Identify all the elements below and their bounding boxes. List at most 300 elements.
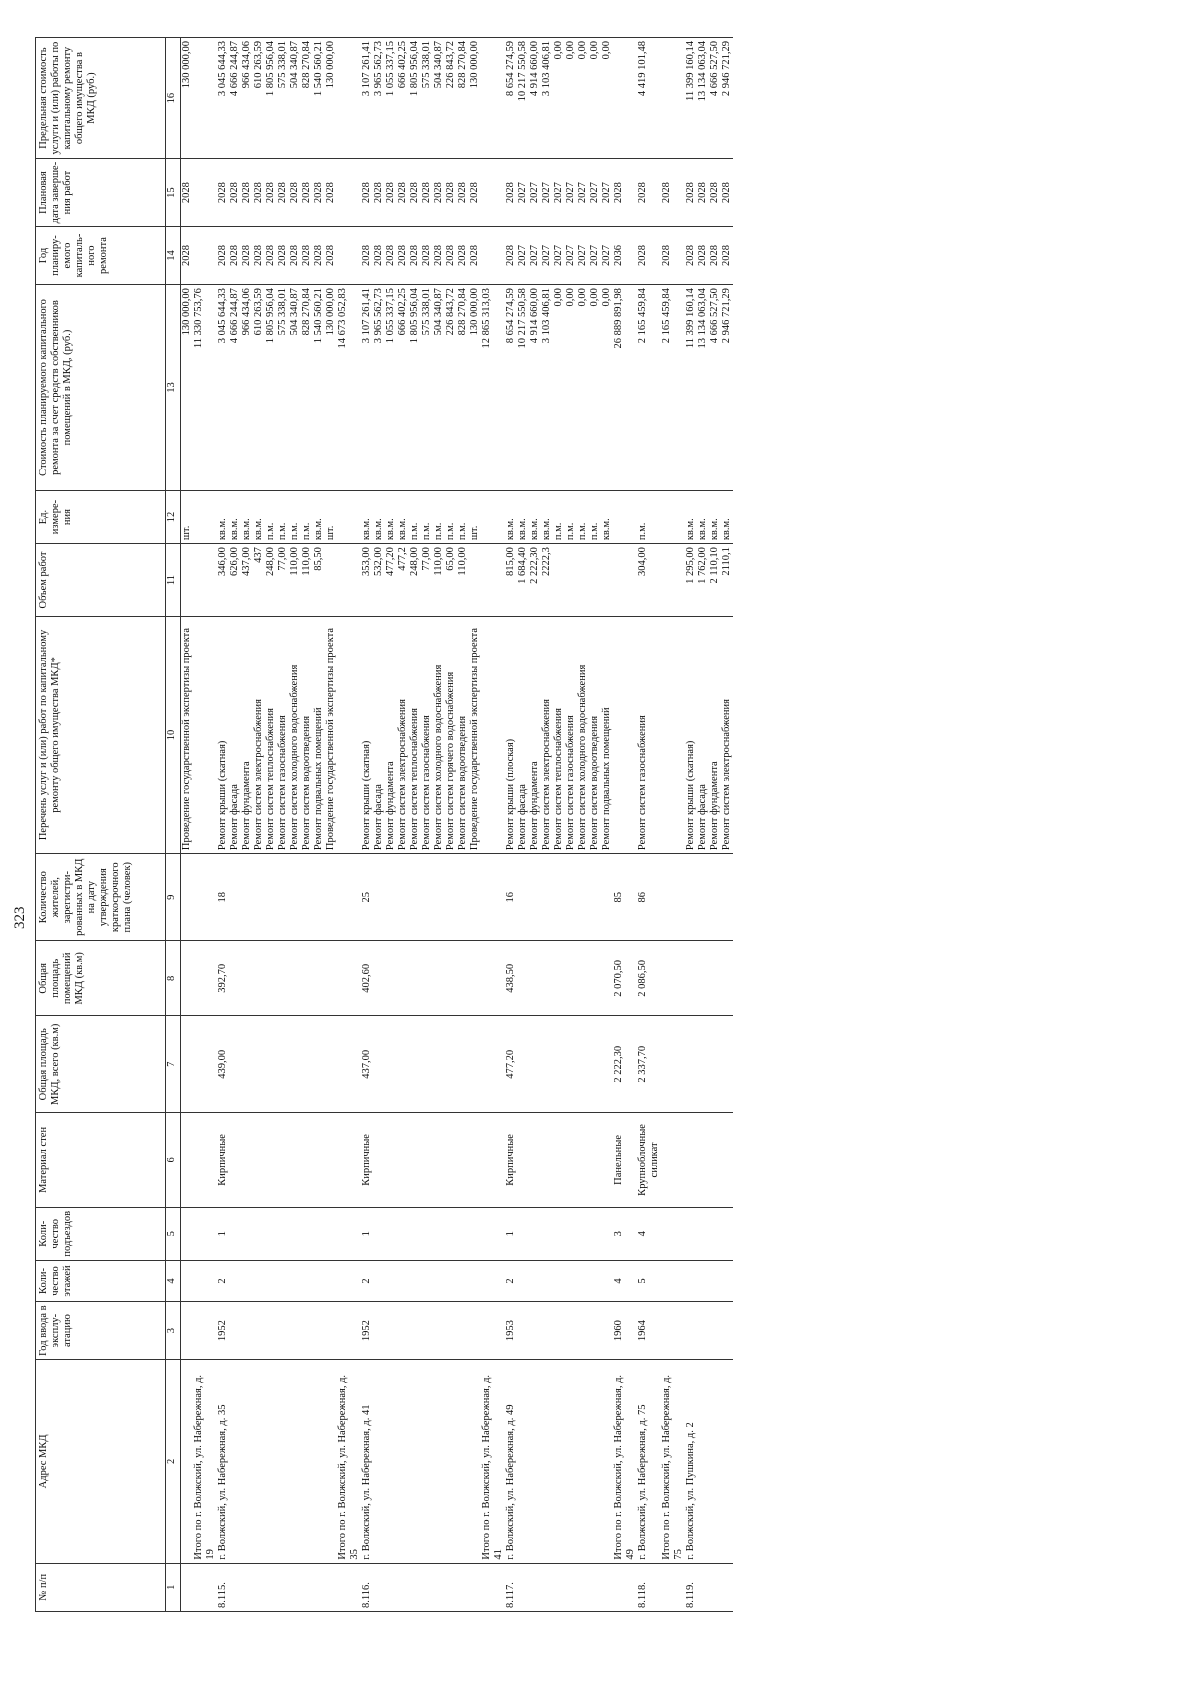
cell-col-1 [229,1563,241,1611]
cell-col-2 [217,1360,229,1563]
cell-col-1 [337,1563,361,1611]
cell-col-3 [661,1302,685,1360]
total-row [337,38,361,1612]
cell-text: кв.м. [541,518,552,541]
cell-text: Итого по г. Волжский, ул. Набережная, д. 75 [661,1374,684,1560]
cell-col-14 [517,226,529,284]
cell-text: Ремонт крыши (скатная) [685,740,696,851]
cell-text: п.м. [409,522,420,541]
cell-col-12 [589,490,601,543]
cell-col-1 [433,1563,445,1611]
cell-col-2 [589,1360,601,1563]
cell-text: п.м. [445,522,456,541]
cell-col-11 [253,544,265,617]
cell-col-16 [709,38,721,159]
cell-col-7 [373,1016,385,1113]
cell-col-16 [517,38,529,159]
cell-text: кв.м. [241,518,252,541]
cell-col-6 [601,1113,613,1207]
cell-text: 1953 [505,1320,516,1342]
cell-col-1 [577,1563,589,1611]
cell-col-4 [457,1260,469,1301]
cell-text: 2028 [241,182,252,204]
cell-col-7 [301,1016,313,1113]
cell-col-7 [517,1016,529,1113]
cell-col-3 [241,1302,253,1360]
cell-col-9 [409,854,421,941]
cell-text: п.м. [565,522,576,541]
cell-col-6 [721,1113,733,1207]
cell-text: 3 103 406,81 [541,41,552,97]
cell-text: 248,00 [265,547,276,577]
header-row [36,38,166,1612]
cell-col-4 [685,1260,697,1301]
cell-text: 130 000,00 [469,288,480,336]
cell-text: 1 805 956,04 [409,41,420,97]
cell-text: 2028 [685,182,696,204]
cell-col-6 [337,1113,361,1207]
cell-text: 2028 [373,182,384,204]
cell-text: 8.118. [637,1582,648,1608]
cell-text: Проведение государственной экспертизы проекта [181,627,192,851]
cell-text: 11 399 160,14 [685,288,696,349]
cell-col-13 [661,285,685,491]
table-row [277,38,289,1612]
column-numbers-row [166,38,181,1612]
cell-col-8 [433,941,445,1016]
cell-col-3 [409,1302,421,1360]
cell-col-15 [229,159,241,227]
table-row [505,38,517,1612]
cell-text: 2027 [565,245,576,267]
cell-col-13 [445,285,457,491]
cell-col-8 [181,941,194,1016]
cell-col-2 [541,1360,553,1563]
column-number: 14 [166,226,181,284]
cell-col-1 [421,1563,433,1611]
cell-col-6 [289,1113,301,1207]
cell-col-1 [505,1563,517,1611]
cell-col-16 [277,38,289,159]
cell-col-7 [469,1016,481,1113]
cell-col-3 [517,1302,529,1360]
cell-col-11 [709,544,721,617]
cell-col-10 [241,616,253,853]
cell-col-14 [337,226,361,284]
cell-col-9 [277,854,289,941]
cell-text: кв.м. [697,518,708,541]
cell-col-5 [373,1207,385,1260]
cell-text: 666 402,25 [397,288,408,336]
cell-text: кв.м. [601,518,612,541]
cell-text: Ремонт систем водоотведения [457,715,468,851]
cell-text: 437 [253,547,264,563]
cell-col-14 [253,226,265,284]
cell-col-4 [397,1260,409,1301]
column-number: 1 [166,1563,181,1611]
cell-text: 575 338,01 [421,288,432,336]
cell-col-13 [373,285,385,491]
cell-text: 1952 [361,1320,372,1342]
cell-text: 1952 [217,1320,228,1342]
cell-col-2 [325,1360,337,1563]
cell-text: Ремонт систем водоотведения [589,715,600,851]
cell-text: Ремонт систем газоснабжения [421,715,432,851]
cell-col-8 [481,941,505,1016]
cell-text: 4 [637,1231,648,1237]
cell-text: Итого по г. Волжский, ул. Набережная, д. 35 [337,1374,360,1560]
cell-text: 2028 [721,182,732,204]
header-address: Адрес МКД [36,1360,166,1563]
cell-col-7 [553,1016,565,1113]
cell-col-13 [265,285,277,491]
cell-col-16 [433,38,445,159]
cell-text: 1964 [637,1320,648,1342]
cell-col-16 [397,38,409,159]
cell-col-12 [409,490,421,543]
cell-text: 10 217 550,58 [517,288,528,349]
cell-col-7 [577,1016,589,1113]
cell-col-6 [505,1113,517,1207]
cell-col-7 [541,1016,553,1113]
cell-col-14 [265,226,277,284]
cell-col-8 [241,941,253,1016]
cell-text: кв.м. [217,518,228,541]
cell-col-1 [241,1563,253,1611]
cell-text: 248,00 [409,547,420,577]
cell-col-13 [217,285,229,491]
cell-col-10 [709,616,721,853]
cell-col-13 [433,285,445,491]
cell-col-9 [265,854,277,941]
cell-col-10 [601,616,613,853]
header-total-area: Общая площадь МКД, всего (кв.м) [36,1016,166,1113]
cell-text: 504 340,87 [433,288,444,336]
cell-col-13 [505,285,517,491]
cell-text: п.м. [265,522,276,541]
cell-text: 4 [613,1278,624,1284]
cell-col-13 [517,285,529,491]
cell-col-16 [553,38,565,159]
cell-text: Ремонт крыши (плоская) [505,738,516,851]
cell-col-4 [637,1260,661,1301]
cell-text: 2028 [385,245,396,267]
cell-text: Ремонт фундамента [529,761,540,851]
cell-col-15 [661,159,685,227]
cell-text: п.м. [277,522,288,541]
cell-col-12 [421,490,433,543]
cell-col-5 [505,1207,517,1260]
cell-col-7 [505,1016,517,1113]
cell-col-8 [265,941,277,1016]
cell-col-10 [481,616,505,853]
cell-text: 110,00 [457,547,468,576]
cell-text: Ремонт крыши (скатная) [217,740,228,851]
cell-col-16 [373,38,385,159]
cell-col-11 [541,544,553,617]
cell-col-16 [457,38,469,159]
cell-col-10 [325,616,337,853]
cell-col-15 [265,159,277,227]
cell-col-10 [229,616,241,853]
cell-col-5 [229,1207,241,1260]
cell-col-15 [277,159,289,227]
cell-col-3 [385,1302,397,1360]
cell-text: Ремонт систем газоснабжения [277,715,288,851]
cell-col-6 [637,1113,661,1207]
cell-text: 575 338,01 [421,41,432,89]
cell-col-6 [517,1113,529,1207]
cell-col-1 [409,1563,421,1611]
cell-text: 8.116. [361,1582,372,1608]
cell-col-4 [721,1260,733,1301]
header-finish-date: Плановая дата заверше-ния работ [36,159,166,227]
cell-col-11 [301,544,313,617]
cell-text: 0,00 [601,41,612,60]
cell-col-9 [709,854,721,941]
cell-col-15 [613,159,637,227]
cell-col-9 [397,854,409,941]
cell-text: 2 070,50 [613,959,624,997]
cell-col-15 [721,159,733,227]
cell-text: 1 762,00 [697,547,708,584]
cell-col-4 [385,1260,397,1301]
cell-col-3 [277,1302,289,1360]
cell-text: 2028 [397,182,408,204]
cell-text: 4 666 527,50 [709,288,720,344]
cell-col-10 [193,616,217,853]
cell-col-16 [445,38,457,159]
cell-text: 2 [505,1278,516,1284]
cell-col-7 [613,1016,637,1113]
cell-col-2 [601,1360,613,1563]
header-premises-area: Общая площадь помещений МКД (кв.м) [36,941,166,1016]
cell-text: 2028 [361,182,372,204]
cell-col-10 [541,616,553,853]
cell-text: 2028 [505,245,516,267]
total-row [193,38,217,1612]
cell-col-16 [637,38,661,159]
cell-col-10 [313,616,325,853]
cell-text: 2 222,30 [529,547,540,584]
cell-col-3 [589,1302,601,1360]
cell-col-2 [697,1360,709,1563]
cell-text: 2036 [613,245,624,267]
cell-col-4 [661,1260,685,1301]
cell-text: 2028 [397,245,408,267]
cell-text: 2028 [469,182,480,204]
cell-col-7 [277,1016,289,1113]
cell-col-13 [277,285,289,491]
cell-col-15 [385,159,397,227]
cell-text: 2028 [265,182,276,204]
cell-col-1 [469,1563,481,1611]
cell-col-8 [565,941,577,1016]
cell-text: 0,00 [553,288,564,307]
cell-col-9 [589,854,601,941]
cell-col-3 [373,1302,385,1360]
cell-col-3 [469,1302,481,1360]
cell-col-4 [433,1260,445,1301]
cell-col-1 [325,1563,337,1611]
cell-col-3 [529,1302,541,1360]
cell-col-5 [421,1207,433,1260]
cell-text: 2028 [433,245,444,267]
cell-text: кв.м. [373,518,384,541]
cell-col-8 [541,941,553,1016]
cell-col-6 [409,1113,421,1207]
cell-col-9 [553,854,565,941]
cell-col-10 [397,616,409,853]
cell-text: 2027 [565,182,576,204]
cell-text: Ремонт систем газоснабжения [565,715,576,851]
cell-col-8 [553,941,565,1016]
cell-col-6 [385,1113,397,1207]
cell-text: п.м. [301,522,312,541]
cell-col-10 [589,616,601,853]
cell-text: 2027 [601,245,612,267]
cell-text: 130 000,00 [181,288,192,336]
cell-text: 4 914 660,00 [529,41,540,97]
cell-col-8 [289,941,301,1016]
cell-col-12 [325,490,337,543]
cell-text: 2110,1 [721,547,732,576]
cell-text: Ремонт систем холодного водоснабжения [433,664,444,851]
cell-text: 5 [637,1278,648,1284]
table-row [541,38,553,1612]
cell-col-11 [229,544,241,617]
cell-col-6 [265,1113,277,1207]
cell-col-15 [193,159,217,227]
cell-col-6 [565,1113,577,1207]
cell-text: 2027 [517,182,528,204]
cell-col-9 [517,854,529,941]
cell-col-5 [253,1207,265,1260]
column-number: 4 [166,1260,181,1301]
cell-text: 2027 [553,245,564,267]
cell-col-6 [553,1113,565,1207]
cell-col-6 [433,1113,445,1207]
cell-col-14 [385,226,397,284]
cell-col-12 [553,490,565,543]
cell-col-13 [421,285,433,491]
cell-col-10 [445,616,457,853]
cell-col-5 [337,1207,361,1260]
cell-text: 8 654 274,59 [505,41,516,97]
cell-col-3 [301,1302,313,1360]
cell-col-14 [637,226,661,284]
cell-text: 438,50 [505,963,516,993]
cell-text: 85,50 [313,547,324,571]
cell-col-5 [313,1207,325,1260]
cell-text: Проведение государственной экспертизы проекта [469,627,480,851]
cell-col-8 [721,941,733,1016]
cell-col-12 [301,490,313,543]
cell-col-13 [529,285,541,491]
cell-col-13 [457,285,469,491]
cell-col-15 [565,159,577,227]
cell-col-9 [421,854,433,941]
cell-col-5 [601,1207,613,1260]
cell-col-2 [457,1360,469,1563]
cell-text: 8.115. [217,1582,228,1608]
cell-col-9 [577,854,589,941]
cell-col-1 [721,1563,733,1611]
table-row [589,38,601,1612]
cell-col-7 [385,1016,397,1113]
cell-col-5 [385,1207,397,1260]
cell-col-14 [589,226,601,284]
cell-col-14 [661,226,685,284]
cell-col-10 [721,616,733,853]
cell-col-2 [553,1360,565,1563]
cell-col-7 [217,1016,229,1113]
cell-text: 437,00 [241,547,252,577]
cell-col-13 [589,285,601,491]
cell-col-5 [241,1207,253,1260]
cell-col-7 [397,1016,409,1113]
cell-text: 504 340,87 [289,41,300,89]
cell-col-3 [697,1302,709,1360]
cell-col-13 [337,285,361,491]
cell-col-14 [361,226,373,284]
cell-text: 477,20 [505,1049,516,1079]
cell-text: 2027 [601,182,612,204]
cell-text: Ремонт крыши (скатная) [361,740,372,851]
cell-col-2 [505,1360,517,1563]
cell-col-12 [709,490,721,543]
cell-col-7 [445,1016,457,1113]
cell-col-5 [469,1207,481,1260]
cell-col-8 [385,941,397,1016]
table-row [517,38,529,1612]
cell-text: 2028 [445,245,456,267]
cell-text: 3 103 406,81 [541,288,552,344]
cell-text: 2028 [289,182,300,204]
cell-col-12 [529,490,541,543]
cell-col-15 [541,159,553,227]
cell-text: 4 666 244,87 [229,41,240,97]
cell-text: 13 134 063,04 [697,288,708,349]
cell-col-4 [277,1260,289,1301]
cell-col-2 [613,1360,637,1563]
cell-col-12 [181,490,194,543]
cell-col-3 [709,1302,721,1360]
cell-col-10 [457,616,469,853]
cell-text: 8.117. [505,1582,516,1608]
cell-col-7 [589,1016,601,1113]
cell-text: 2028 [457,182,468,204]
cell-text: кв.м. [385,518,396,541]
cell-col-16 [325,38,337,159]
cell-col-10 [337,616,361,853]
cell-col-14 [301,226,313,284]
cell-col-11 [613,544,637,617]
cell-col-14 [433,226,445,284]
cell-col-5 [613,1207,637,1260]
cell-col-1 [193,1563,217,1611]
cell-col-3 [541,1302,553,1360]
cell-col-5 [685,1207,697,1260]
cell-text: 12 865 313,03 [481,288,492,349]
cell-col-14 [601,226,613,284]
cell-col-4 [529,1260,541,1301]
cell-col-5 [553,1207,565,1260]
cell-col-3 [505,1302,517,1360]
cell-col-5 [577,1207,589,1260]
cell-col-6 [397,1113,409,1207]
cell-col-3 [553,1302,565,1360]
